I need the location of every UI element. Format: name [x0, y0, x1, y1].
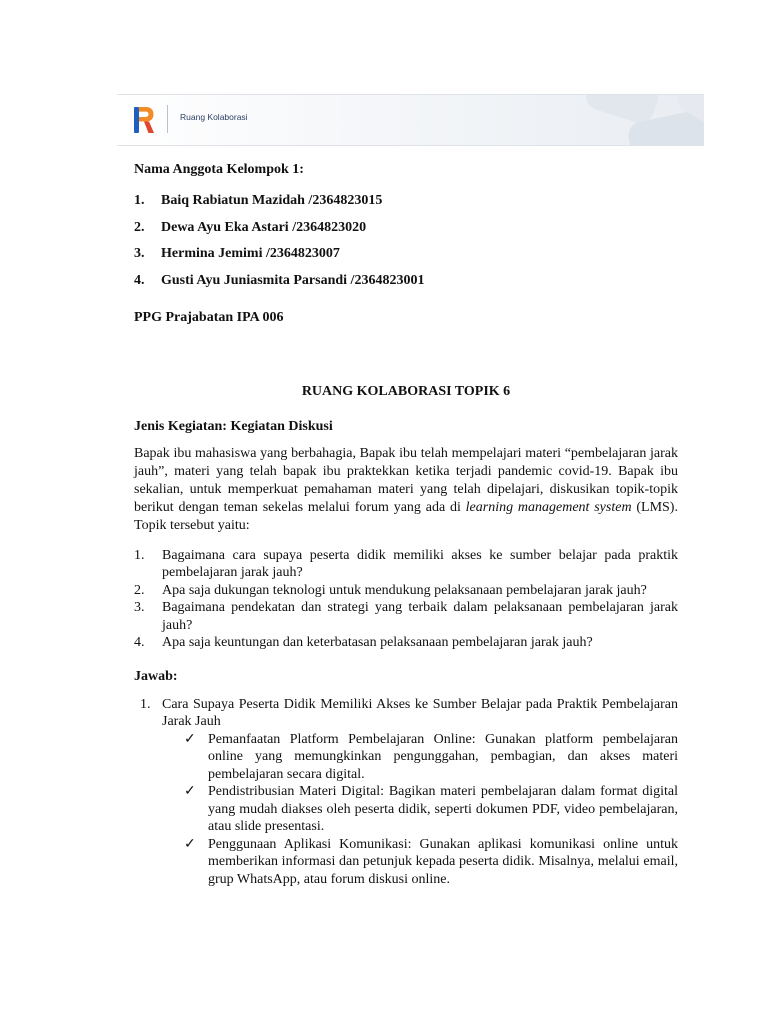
document-body [134, 162, 678, 888]
question-item [134, 599, 678, 634]
answer-point-text: Penggunaan Aplikasi Komunikasi: Gunakan aplikasi komunikasi online untuk memberikan informasi dan petunjuk kepada peserta didik. Misalnya, melalui email, grup WhatsApp, atau forum diskusi online. [208, 836, 678, 887]
answer-label: Jawab: [134, 668, 178, 684]
intro-italic-term: learning management system [465, 499, 632, 515]
member-text: Dewa Ayu Eka Astari /2364823020 [161, 219, 367, 235]
question-number: 2. [134, 582, 145, 598]
activity-type: Jenis Kegiatan: Kegiatan Diskusi [134, 418, 333, 434]
question-text: Bagaimana cara supaya peserta didik memiliki akses ke sumber belajar pada praktik pembelajaran jarak jauh? [162, 547, 678, 580]
answer-number: 1. [140, 696, 151, 712]
document-header [117, 94, 704, 146]
logo-divider [167, 105, 168, 133]
answer-point [184, 836, 678, 889]
question-text: Apa saja keuntungan dan keterbatasan pelaksanaan pembelajaran jarak jauh? [162, 635, 593, 650]
answer-content [162, 696, 678, 889]
program-name: PPG Prajabatan IPA 006 [134, 309, 284, 325]
answer-item [134, 696, 678, 889]
question-number: 1. [134, 547, 145, 563]
question-text: Apa saja dukungan teknologi untuk mendukung pelaksanaan pembelajaran jarak jauh? [162, 582, 647, 598]
member-number: 2. [134, 219, 145, 235]
member-number: 3. [134, 246, 145, 261]
member-text: Baiq Rabiatun Mazidah /2364823015 [161, 193, 383, 208]
member-text: Hermina Jemimi /2364823007 [161, 246, 340, 261]
question-item [134, 582, 678, 600]
answer-point [184, 731, 678, 784]
ruang-kolaborasi-logo-icon [133, 105, 155, 135]
brand-name: Ruang Kolaborasi [180, 112, 248, 122]
intro-paragraph [134, 445, 678, 535]
checkmark-icon: ✓ [184, 731, 196, 747]
member-item [134, 192, 678, 209]
answer-point-text: Pemanfaatan Platform Pembelajaran Online: Gunakan platform pembelajaran online yang memungkinkan pengunggahan, pembagian, dan akses materi pembelajaran secara digital. [208, 731, 678, 782]
intro-text: Bapak ibu mahasiswa yang berbahagia, Bapak ibu telah mempelajari materi “pembelajaran jarak jauh”, materi yang telah bapak ibu praktekkan ketika terjadi pandemic covid-19. Bapak ibu sekalian, untuk memperkuat pemahaman materi yang telah dipelajari, diskusikan topik-topik berikut dengan teman sekelas melalui forum yang ada di [134, 445, 678, 515]
question-text: Bagaimana pendekatan dan strategi yang terbaik dalam pelaksanaan pembelajaran jarak jauh? [162, 600, 678, 633]
checkmark-icon: ✓ [184, 784, 196, 799]
member-list [134, 192, 678, 289]
answer-point-text: Pendistribusian Materi Digital: Bagikan materi pembelajaran dalam format digital yang mudah diakses oleh peserta didik, seperti dokumen PDF, video pembelajaran, atau slide presentasi. [208, 784, 678, 834]
question-number: 3. [134, 600, 145, 615]
question-item [134, 634, 678, 652]
member-number: 1. [134, 193, 145, 208]
members-title: Nama Anggota Kelompok 1: [134, 162, 304, 177]
answer-point-list [184, 731, 678, 889]
intro-text-end: (LMS). Topik tersebut yaitu: [134, 499, 678, 533]
member-item [134, 272, 678, 289]
answer-heading: Cara Supaya Peserta Didik Memiliki Akses ke Sumber Belajar pada Praktik Pembelajaran Jarak Jauh [162, 696, 678, 729]
member-number: 4. [134, 272, 145, 288]
answer-list [134, 696, 678, 889]
question-item [134, 547, 678, 582]
checkmark-icon: ✓ [184, 836, 196, 852]
answer-point [184, 783, 678, 836]
member-text: Gusti Ayu Juniasmita Parsandi /2364823001 [161, 272, 425, 288]
member-item [134, 245, 678, 262]
member-item [134, 219, 678, 236]
question-number: 4. [134, 635, 145, 650]
question-list [134, 547, 678, 652]
topic-title: RUANG KOLABORASI TOPIK 6 [301, 383, 511, 399]
